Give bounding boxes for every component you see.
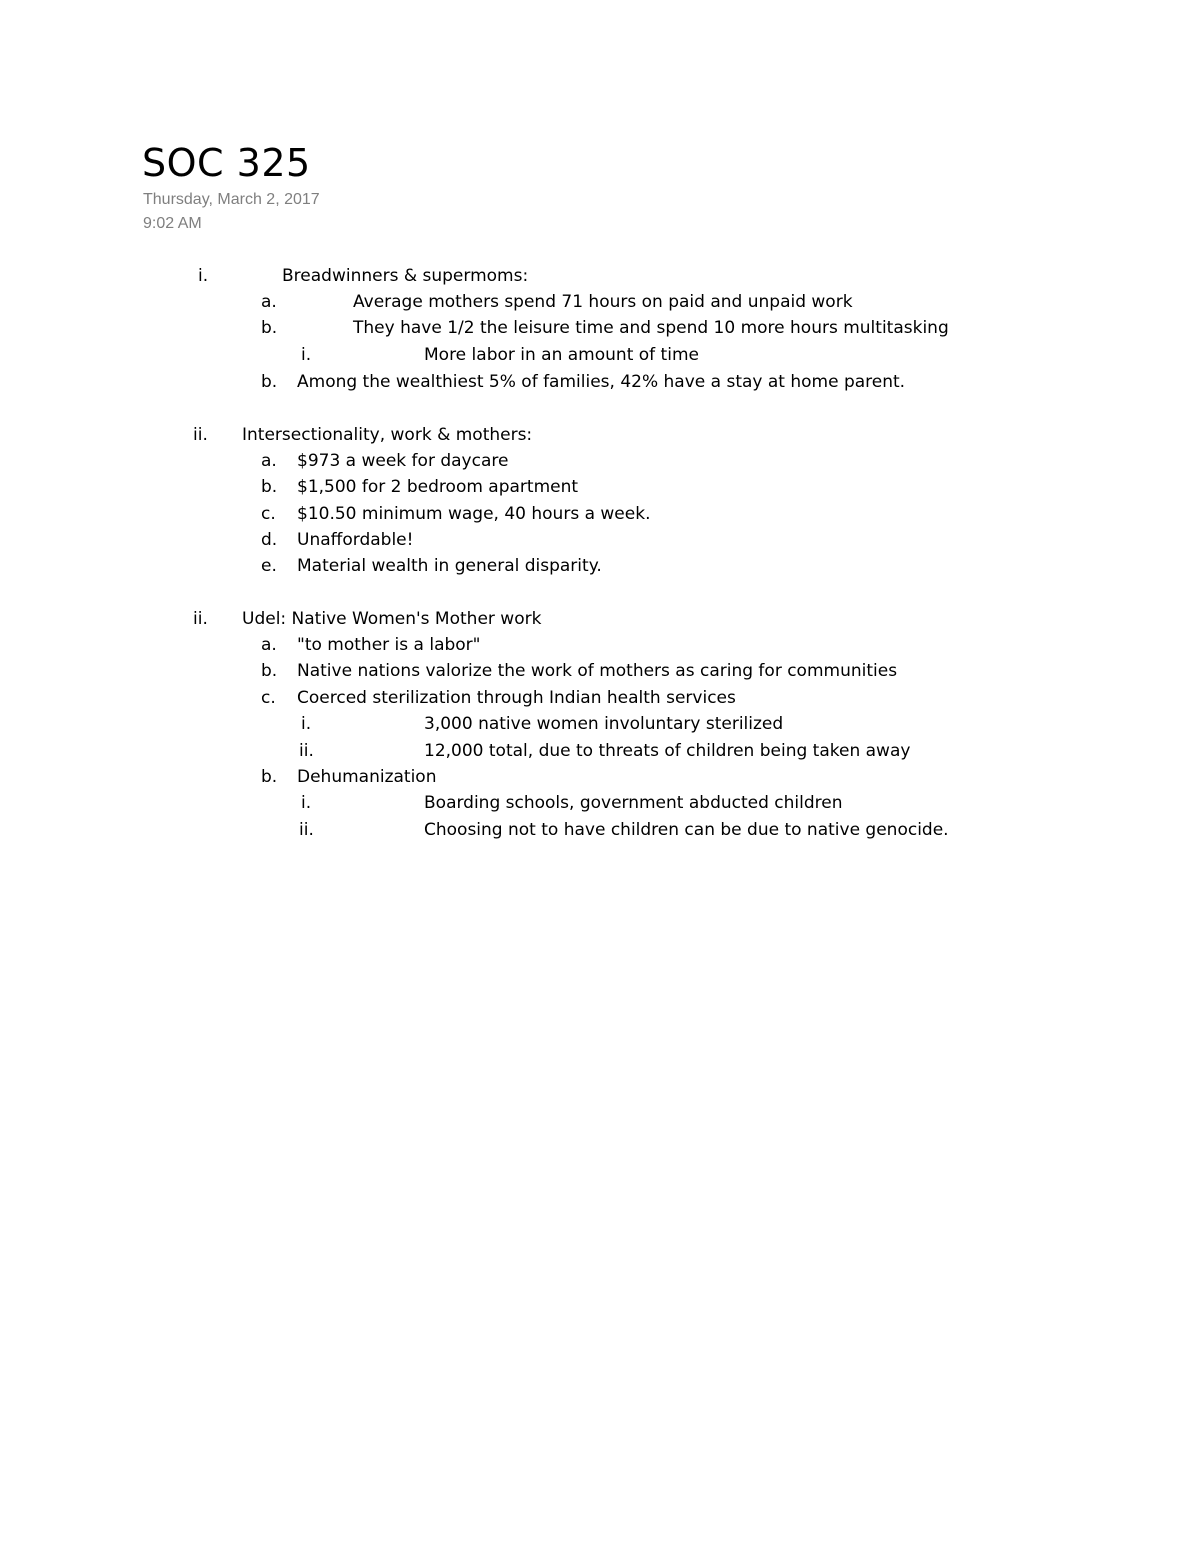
outline-marker: i. (301, 714, 312, 734)
outline-text: 12,000 total, due to threats of children being taken away (424, 741, 911, 761)
outline-marker: d. (261, 530, 278, 550)
outline-marker: i. (301, 345, 312, 365)
outline-marker: i. (301, 793, 312, 813)
note-date: Thursday, March 2, 2017 (143, 191, 320, 208)
outline-marker: b. (261, 661, 278, 681)
outline-text: Coerced sterilization through Indian health services (297, 688, 736, 708)
outline-marker: b. (261, 767, 278, 787)
outline-text: Unaffordable! (297, 530, 414, 550)
outline-text: Intersectionality, work & mothers: (242, 425, 533, 445)
outline-text: More labor in an amount of time (424, 345, 699, 365)
outline-text: Dehumanization (297, 767, 437, 787)
outline-marker: a. (261, 451, 277, 471)
outline-marker: ii. (193, 609, 208, 629)
outline-text: $10.50 minimum wage, 40 hours a week. (297, 504, 651, 524)
outline-text: Boarding schools, government abducted children (424, 793, 843, 813)
outline-text: "to mother is a labor" (297, 635, 481, 655)
outline-marker: b. (261, 318, 278, 338)
outline-marker: b. (261, 477, 278, 497)
note-time: 9:02 AM (143, 215, 202, 232)
outline-marker: ii. (193, 425, 208, 445)
outline-marker: i. (198, 266, 209, 286)
outline-text: $973 a week for daycare (297, 451, 509, 471)
outline-marker: c. (261, 504, 276, 524)
outline-text: Among the wealthiest 5% of families, 42% have a stay at home parent. (297, 372, 906, 392)
outline-marker: ii. (299, 741, 314, 761)
outline-marker: e. (261, 556, 277, 576)
outline-text: Udel: Native Women's Mother work (242, 609, 542, 629)
outline-text: Native nations valorize the work of mothers as caring for communities (297, 661, 898, 681)
outline-text: Choosing not to have children can be due to native genocide. (424, 820, 949, 840)
outline-text: 3,000 native women involuntary sterilized (424, 714, 784, 734)
outline-text: Breadwinners & supermoms: (282, 266, 529, 286)
outline-text: $1,500 for 2 bedroom apartment (297, 477, 579, 497)
outline-marker: c. (261, 688, 276, 708)
outline-marker: a. (261, 292, 277, 312)
outline-text: Material wealth in general disparity. (297, 556, 602, 576)
page-title: SOC 325 (142, 141, 311, 185)
outline-text: Average mothers spend 71 hours on paid and unpaid work (353, 292, 853, 312)
outline-text: They have 1/2 the leisure time and spend 10 more hours multitasking (353, 318, 949, 338)
outline-marker: b. (261, 372, 278, 392)
outline-marker: a. (261, 635, 277, 655)
outline-marker: ii. (299, 820, 314, 840)
